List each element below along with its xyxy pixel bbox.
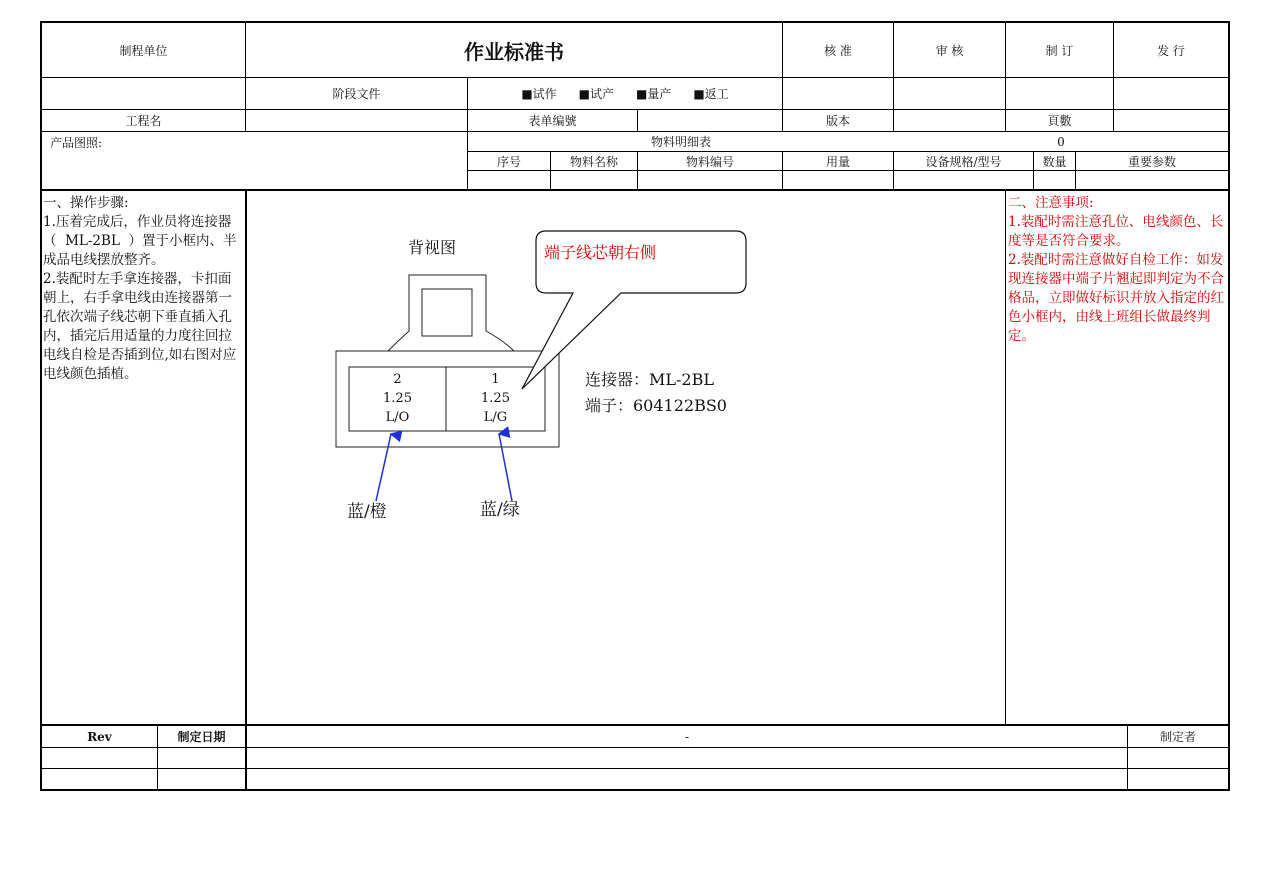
version-label: 版本 (825, 114, 850, 128)
bom-col-name: 物料名称 (569, 154, 618, 169)
operation-steps: 一、操作步骤: 1.压着完成后，作业员将连接器（ ML-2BL ）置于小框内、半成品电线摆放整齐。 2.装配时左手拿连接器，卡扣面朝上，右手拿电线由连接器第一孔依次端子线芯朝下垂直插入孔内，插完后用适量的力度往回拉电线自检是否插到位,如右图对应电线颜色插植。 (43, 195, 237, 382)
latch-window (422, 289, 472, 336)
review-label: 审 核 (935, 43, 964, 58)
stage-trial: ■试作 (521, 87, 557, 101)
pin-2-label (349, 370, 446, 427)
pin-1-size: 1.25 (481, 391, 510, 406)
bom-col-no: 序号 (496, 154, 521, 169)
bom-col-usage: 用量 (825, 154, 850, 169)
bom-title: 物料明细表 (650, 135, 711, 149)
connector-latch (388, 275, 514, 351)
terminal-model: 端子：604122BS0 (585, 396, 727, 415)
rev-label: Rev (87, 729, 112, 744)
bom-col-spec: 设备规格/型号 (925, 154, 1002, 169)
issue-label: 发 行 (1157, 43, 1185, 58)
stage-pilot: ■试产 (578, 87, 614, 101)
author-label: 制定者 (1159, 730, 1196, 744)
document-title: 作业标准书 (464, 39, 564, 64)
wire-color-left: 蓝/橙 (347, 502, 387, 522)
pin-2-code: L/O (385, 410, 410, 425)
stage-doc-label: 阶段文件 (332, 87, 381, 101)
process-name-label: 工程名 (125, 114, 162, 128)
connector-diagram (246, 191, 1004, 724)
back-view-label: 背视图 (408, 238, 457, 257)
page-count-value: 0 (1057, 134, 1065, 149)
product-photo-label: 产品图照: (50, 136, 103, 150)
form-no-label: 表单编號 (528, 114, 577, 128)
unit-label: 制程单位 (119, 43, 168, 58)
approve-label: 核 准 (824, 43, 852, 58)
bom-col-qty: 数量 (1042, 154, 1067, 169)
draft-label: 制 订 (1045, 43, 1074, 58)
pin-1-number: 1 (491, 372, 500, 387)
pin-2-size: 1.25 (383, 391, 412, 406)
page-count-label: 頁數 (1047, 114, 1072, 128)
pin-1-code: L/G (483, 410, 508, 425)
date-label: 制定日期 (177, 730, 226, 744)
bom-col-params: 重要参数 (1127, 154, 1176, 169)
wire-arrow-left (376, 434, 391, 501)
bom-col-part-no: 物料编号 (685, 154, 734, 169)
callout-text: 端子线芯朝右侧 (544, 243, 657, 262)
notes: 二、注意事项: 1.装配时需注意孔位、电线颜色、长度等是否符合要求。 2.装配时需注意做好自检工作：如发现连接器中端子片翘起即判定为不合格品，立即做好标识并放入指定的红色小框内，由线上班组长做最终判定。 (1008, 195, 1224, 344)
stage-rework: ■返工 (693, 87, 729, 101)
stage-options (468, 78, 782, 109)
wire-arrow-right (499, 434, 512, 501)
wire-color-right: 蓝/绿 (480, 500, 520, 520)
connector-model: 连接器：ML-2BL (585, 370, 714, 389)
revision-content: - (684, 729, 690, 744)
pin-2-number: 2 (393, 372, 402, 387)
stage-mass: ■量产 (636, 87, 672, 101)
pin-1-label (446, 370, 545, 427)
connector-info (585, 367, 727, 419)
